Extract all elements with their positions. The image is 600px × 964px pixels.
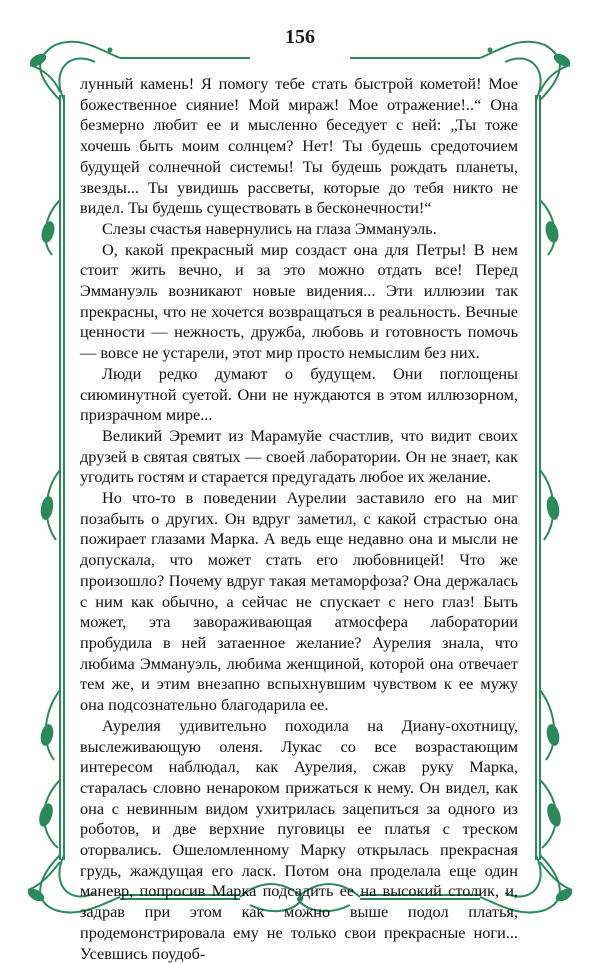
paragraph: Но что-то в поведении Аурелии заставило его на миг позабыть о других. Он вдруг заметил, с какой страстью она пожирает глазами Марка. А ведь еще недавно она и мысли не допускала, что может стать его любовницей! Что же произошло? Почему вдруг такая метаморфоза? Она держалась с ним как обычно, а сейчас не спускает с него глаз! Быть может, эта завораживающая атмосфера лаборатории пробудила в ней затаенное желание? Аурелия знала, что любима Эммануэль, любима женщиной, которой она отвечает тем же, и этим внезапно вспыхнувшим чувством к ее мужу она подсознательно благодарила ее. [80,488,518,715]
paragraph: Великий Эремит из Марамуйе счастлив, что видит своих друзей в святая святых — своей лаборатории. Он не знает, как угодить гостям и старается предугадать любое их желание. [80,425,518,487]
page-number: 156 [285,26,315,48]
paragraph: Люди редко думают о будущем. Они поглощены сиюминутной суетой. Они не нуждаются в этом иллюзорном, призрачном мире... [80,363,518,425]
body-text [80,74,518,964]
paragraph: Аурелия удивительно походила на Диану-охотницу, выслеживающую оленя. Лукас со все возрастающим интересом наблюдал, как Аурелия, сжав руку Марка, старалась словно ненароком прижаться к нему. Он видел, как она с невинным видом ухитрилась зацепиться за одного из роботов, и две верхние пуговицы ее платья с треском оторвались. Ошеломленному Марку открылась прекрасная грудь, жаждущая его ласк. Потом она проделала еще один маневр, попросив Марка подсадить ее на высокий столик, и, задрав при этом как можно выше подол платья, продемонстрировала ему не только свои прекрасные ноги... Усевшись поудоб- [80,715,518,963]
paragraph: О, какой прекрасный мир создаст она для Петры! В нем стоит жить вечно, и за это можно отдать все! Перед Эммануэль возникают новые видения... Эти иллюзии так прекрасны, что не хочется возвращаться в реальность. Вечные ценности — нежность, дружба, любовь и готовность помочь — вовсе не устарели, этот мир просто немыслим без них. [80,239,518,363]
paragraph: лунный камень! Я помогу тебе стать быстрой кометой! Мое божественное сияние! Мой мираж! Мое отражение!..“ Она безмерно любит ее и мысленно беседует с ней: „Ты тоже хочешь быть моим солнцем? Нет! Ты будешь средоточием будущей солнечной системы! Ты будешь рождать планеты, звезды... Ты увидишь рассветы, которые до тебя никто не видел. Ты будешь существовать в бесконечности!“ [80,74,518,218]
paragraph: Слезы счастья навернулись на глаза Эммануэль. [102,218,437,238]
